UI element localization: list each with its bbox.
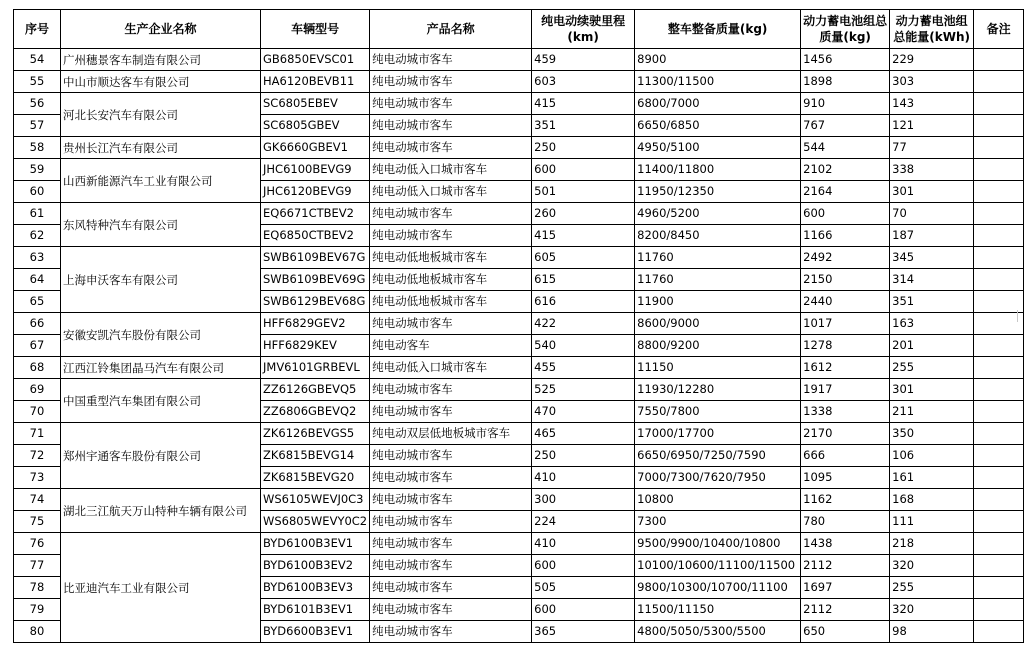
cell-range[interactable]: 470 xyxy=(532,401,635,423)
header-mass[interactable]: 整车整备质量(kg) xyxy=(635,10,801,49)
cell-mass[interactable]: 11300/11500 xyxy=(635,71,801,93)
cell-note[interactable] xyxy=(974,225,1024,247)
cell-product[interactable]: 纯电动低地板城市客车 xyxy=(370,269,532,291)
cell-seq[interactable]: 75 xyxy=(14,511,61,533)
cell-battery-energy[interactable]: 121 xyxy=(890,115,974,137)
cell-mass[interactable]: 7300 xyxy=(635,511,801,533)
cell-note[interactable] xyxy=(974,93,1024,115)
cell-product[interactable]: 纯电动城市客车 xyxy=(370,115,532,137)
cell-battery-mass[interactable]: 767 xyxy=(801,115,890,137)
cell-battery-energy[interactable]: 303 xyxy=(890,71,974,93)
cell-range[interactable]: 415 xyxy=(532,225,635,247)
cell-battery-mass[interactable]: 2164 xyxy=(801,181,890,203)
cell-battery-mass[interactable]: 1438 xyxy=(801,533,890,555)
cell-product[interactable]: 纯电动城市客车 xyxy=(370,379,532,401)
cell-battery-mass[interactable]: 2150 xyxy=(801,269,890,291)
header-range[interactable]: 纯电动续驶里程(km) xyxy=(532,10,635,49)
cell-range[interactable]: 616 xyxy=(532,291,635,313)
cell-battery-energy[interactable]: 143 xyxy=(890,93,974,115)
cell-note[interactable] xyxy=(974,181,1024,203)
cell-seq[interactable]: 56 xyxy=(14,93,61,115)
cell-model[interactable]: EQ6671CTBEV2 xyxy=(261,203,370,225)
cell-seq[interactable]: 63 xyxy=(14,247,61,269)
cell-model[interactable]: ZK6815BEVG14 xyxy=(261,445,370,467)
cell-battery-mass[interactable]: 1162 xyxy=(801,489,890,511)
cell-note[interactable] xyxy=(974,203,1024,225)
cell-company[interactable]: 湖北三江航天万山特种车辆有限公司 xyxy=(61,489,261,533)
cell-product[interactable]: 纯电动城市客车 xyxy=(370,511,532,533)
cell-battery-mass[interactable]: 600 xyxy=(801,203,890,225)
cell-seq[interactable]: 64 xyxy=(14,269,61,291)
cell-seq[interactable]: 58 xyxy=(14,137,61,159)
cell-product[interactable]: 纯电动城市客车 xyxy=(370,93,532,115)
cell-model[interactable]: SC6805EBEV xyxy=(261,93,370,115)
cell-battery-energy[interactable]: 255 xyxy=(890,577,974,599)
cell-note[interactable] xyxy=(974,247,1024,269)
cell-model[interactable]: SWB6129BEV68G xyxy=(261,291,370,313)
cell-battery-energy[interactable]: 350 xyxy=(890,423,974,445)
cell-company[interactable]: 江西江铃集团晶马汽车有限公司 xyxy=(61,357,261,379)
cell-product[interactable]: 纯电动城市客车 xyxy=(370,313,532,335)
cell-product[interactable]: 纯电动城市客车 xyxy=(370,467,532,489)
cell-note[interactable] xyxy=(974,335,1024,357)
table-row xyxy=(14,93,1024,115)
cell-mass[interactable]: 6650/6950/7250/7590 xyxy=(635,445,801,467)
table-row xyxy=(14,203,1024,225)
cell-note[interactable] xyxy=(974,401,1024,423)
cell-battery-energy[interactable]: 320 xyxy=(890,599,974,621)
cell-battery-energy[interactable]: 351 xyxy=(890,291,974,313)
cell-seq[interactable]: 66 xyxy=(14,313,61,335)
cell-mass[interactable]: 11900 xyxy=(635,291,801,313)
cell-note[interactable] xyxy=(974,71,1024,93)
cell-range[interactable]: 422 xyxy=(532,313,635,335)
cell-note[interactable] xyxy=(974,379,1024,401)
cell-model[interactable]: BYD6100B3EV1 xyxy=(261,533,370,555)
cell-model[interactable]: BYD6100B3EV2 xyxy=(261,555,370,577)
cell-company[interactable]: 贵州长江汽车有限公司 xyxy=(61,137,261,159)
cell-company[interactable]: 中山市顺达客车有限公司 xyxy=(61,71,261,93)
cell-note[interactable] xyxy=(974,115,1024,137)
cell-battery-energy[interactable]: 229 xyxy=(890,49,974,71)
cell-battery-mass[interactable]: 544 xyxy=(801,137,890,159)
cell-range[interactable]: 224 xyxy=(532,511,635,533)
cell-company[interactable]: 东风特种汽车有限公司 xyxy=(61,203,261,247)
cell-battery-energy[interactable]: 301 xyxy=(890,181,974,203)
cell-model[interactable]: SWB6109BEV69G xyxy=(261,269,370,291)
cell-seq[interactable]: 67 xyxy=(14,335,61,357)
header-note[interactable]: 备注 xyxy=(974,10,1024,49)
cell-model[interactable]: EQ6850CTBEV2 xyxy=(261,225,370,247)
cell-mass[interactable]: 9800/10300/10700/11100 xyxy=(635,577,801,599)
table-row xyxy=(14,379,1024,401)
cell-model[interactable]: SC6805GBEV xyxy=(261,115,370,137)
cell-range[interactable]: 410 xyxy=(532,467,635,489)
cell-model[interactable]: HFF6829GEV2 xyxy=(261,313,370,335)
cell-range[interactable]: 351 xyxy=(532,115,635,137)
cell-range[interactable]: 600 xyxy=(532,159,635,181)
scroll-edge-marker xyxy=(1017,310,1025,322)
cell-company[interactable]: 上海申沃客车有限公司 xyxy=(61,247,261,313)
cell-note[interactable] xyxy=(974,599,1024,621)
cell-note[interactable] xyxy=(974,357,1024,379)
cell-range[interactable]: 505 xyxy=(532,577,635,599)
cell-product[interactable]: 纯电动城市客车 xyxy=(370,599,532,621)
cell-seq[interactable]: 73 xyxy=(14,467,61,489)
cell-range[interactable]: 605 xyxy=(532,247,635,269)
cell-battery-mass[interactable]: 650 xyxy=(801,621,890,643)
cell-battery-mass[interactable]: 910 xyxy=(801,93,890,115)
cell-range[interactable]: 415 xyxy=(532,93,635,115)
cell-product[interactable]: 纯电动城市客车 xyxy=(370,49,532,71)
cell-range[interactable]: 525 xyxy=(532,379,635,401)
cell-seq[interactable]: 60 xyxy=(14,181,61,203)
cell-model[interactable]: JHC6120BEVG9 xyxy=(261,181,370,203)
cell-mass[interactable]: 8200/8450 xyxy=(635,225,801,247)
cell-battery-mass[interactable]: 1917 xyxy=(801,379,890,401)
table-row xyxy=(14,137,1024,159)
cell-mass[interactable]: 11930/12280 xyxy=(635,379,801,401)
cell-range[interactable]: 365 xyxy=(532,621,635,643)
header-seq[interactable]: 序号 xyxy=(14,10,61,49)
header-battery-mass[interactable]: 动力蓄电池组总质量(kg) xyxy=(801,10,890,49)
cell-battery-energy[interactable]: 168 xyxy=(890,489,974,511)
cell-model[interactable]: ZZ6806GBEVQ2 xyxy=(261,401,370,423)
cell-battery-mass[interactable]: 1166 xyxy=(801,225,890,247)
cell-seq[interactable]: 77 xyxy=(14,555,61,577)
cell-range[interactable]: 300 xyxy=(532,489,635,511)
cell-mass[interactable]: 4800/5050/5300/5500 xyxy=(635,621,801,643)
cell-product[interactable]: 纯电动城市客车 xyxy=(370,621,532,643)
cell-product[interactable]: 纯电动城市客车 xyxy=(370,203,532,225)
cell-model[interactable]: SWB6109BEV67G xyxy=(261,247,370,269)
cell-note[interactable] xyxy=(974,577,1024,599)
cell-model[interactable]: WS6805WEVY0C2 xyxy=(261,511,370,533)
cell-model[interactable]: WS6105WEVJ0C3 xyxy=(261,489,370,511)
cell-mass[interactable]: 6650/6850 xyxy=(635,115,801,137)
cell-battery-energy[interactable]: 163 xyxy=(890,313,974,335)
cell-mass[interactable]: 11950/12350 xyxy=(635,181,801,203)
cell-note[interactable] xyxy=(974,489,1024,511)
cell-battery-energy[interactable]: 77 xyxy=(890,137,974,159)
cell-battery-energy[interactable]: 301 xyxy=(890,379,974,401)
cell-product[interactable]: 纯电动城市客车 xyxy=(370,225,532,247)
cell-mass[interactable]: 10100/10600/11100/11500 xyxy=(635,555,801,577)
table-row xyxy=(14,313,1024,335)
cell-product[interactable]: 纯电动城市客车 xyxy=(370,533,532,555)
cell-note[interactable] xyxy=(974,269,1024,291)
cell-battery-energy[interactable]: 314 xyxy=(890,269,974,291)
cell-seq[interactable]: 69 xyxy=(14,379,61,401)
cell-model[interactable]: ZK6126BEVGS5 xyxy=(261,423,370,445)
cell-battery-energy[interactable]: 345 xyxy=(890,247,974,269)
cell-seq[interactable]: 71 xyxy=(14,423,61,445)
cell-seq[interactable]: 76 xyxy=(14,533,61,555)
cell-product[interactable]: 纯电动城市客车 xyxy=(370,489,532,511)
cell-company[interactable]: 郑州宇通客车股份有限公司 xyxy=(61,423,261,489)
cell-company[interactable]: 比亚迪汽车工业有限公司 xyxy=(61,533,261,643)
cell-range[interactable]: 250 xyxy=(532,137,635,159)
cell-mass[interactable]: 4960/5200 xyxy=(635,203,801,225)
cell-seq[interactable]: 72 xyxy=(14,445,61,467)
cell-product[interactable]: 纯电动城市客车 xyxy=(370,445,532,467)
cell-mass[interactable]: 8800/9200 xyxy=(635,335,801,357)
cell-battery-energy[interactable]: 201 xyxy=(890,335,974,357)
cell-battery-mass[interactable]: 1456 xyxy=(801,49,890,71)
cell-mass[interactable]: 11760 xyxy=(635,247,801,269)
cell-product[interactable]: 纯电动城市客车 xyxy=(370,137,532,159)
cell-note[interactable] xyxy=(974,511,1024,533)
cell-seq[interactable]: 78 xyxy=(14,577,61,599)
cell-company[interactable]: 中国重型汽车集团有限公司 xyxy=(61,379,261,423)
table-row xyxy=(14,357,1024,379)
cell-battery-mass[interactable]: 780 xyxy=(801,511,890,533)
cell-range[interactable]: 410 xyxy=(532,533,635,555)
cell-mass[interactable]: 17000/17700 xyxy=(635,423,801,445)
cell-note[interactable] xyxy=(974,423,1024,445)
cell-seq[interactable]: 61 xyxy=(14,203,61,225)
cell-range[interactable]: 600 xyxy=(532,599,635,621)
cell-mass[interactable]: 9500/9900/10400/10800 xyxy=(635,533,801,555)
cell-company[interactable]: 山西新能源汽车工业有限公司 xyxy=(61,159,261,203)
cell-note[interactable] xyxy=(974,555,1024,577)
cell-model[interactable]: HA6120BEVB11 xyxy=(261,71,370,93)
cell-company[interactable]: 安徽安凯汽车股份有限公司 xyxy=(61,313,261,357)
cell-battery-energy[interactable]: 255 xyxy=(890,357,974,379)
cell-note[interactable] xyxy=(974,159,1024,181)
cell-note[interactable] xyxy=(974,621,1024,643)
cell-mass[interactable]: 7000/7300/7620/7950 xyxy=(635,467,801,489)
cell-battery-mass[interactable]: 2112 xyxy=(801,599,890,621)
cell-battery-mass[interactable]: 1338 xyxy=(801,401,890,423)
cell-product[interactable]: 纯电动城市客车 xyxy=(370,555,532,577)
cell-range[interactable]: 501 xyxy=(532,181,635,203)
cell-battery-mass[interactable]: 1612 xyxy=(801,357,890,379)
cell-range[interactable]: 465 xyxy=(532,423,635,445)
cell-mass[interactable]: 4950/5100 xyxy=(635,137,801,159)
cell-product[interactable]: 纯电动低入口城市客车 xyxy=(370,181,532,203)
cell-note[interactable] xyxy=(974,49,1024,71)
cell-battery-energy[interactable]: 70 xyxy=(890,203,974,225)
table-row xyxy=(14,423,1024,445)
cell-battery-energy[interactable]: 338 xyxy=(890,159,974,181)
cell-product[interactable]: 纯电动城市客车 xyxy=(370,401,532,423)
cell-note[interactable] xyxy=(974,467,1024,489)
cell-battery-mass[interactable]: 1697 xyxy=(801,577,890,599)
cell-seq[interactable]: 59 xyxy=(14,159,61,181)
cell-range[interactable]: 455 xyxy=(532,357,635,379)
cell-model[interactable]: JHC6100BEVG9 xyxy=(261,159,370,181)
cell-battery-energy[interactable]: 218 xyxy=(890,533,974,555)
header-row xyxy=(14,10,1024,49)
table-row xyxy=(14,247,1024,269)
cell-product[interactable]: 纯电动低入口城市客车 xyxy=(370,159,532,181)
cell-mass[interactable]: 8600/9000 xyxy=(635,313,801,335)
cell-product[interactable]: 纯电动城市客车 xyxy=(370,71,532,93)
cell-seq[interactable]: 62 xyxy=(14,225,61,247)
cell-battery-mass[interactable]: 2112 xyxy=(801,555,890,577)
cell-battery-mass[interactable]: 1278 xyxy=(801,335,890,357)
cell-battery-mass[interactable]: 1898 xyxy=(801,71,890,93)
table-row xyxy=(14,49,1024,71)
cell-range[interactable]: 250 xyxy=(532,445,635,467)
cell-battery-energy[interactable]: 98 xyxy=(890,621,974,643)
cell-mass[interactable]: 11760 xyxy=(635,269,801,291)
cell-battery-energy[interactable]: 111 xyxy=(890,511,974,533)
cell-model[interactable]: BYD6101B3EV1 xyxy=(261,599,370,621)
cell-battery-mass[interactable]: 1017 xyxy=(801,313,890,335)
cell-company[interactable]: 广州穗景客车制造有限公司 xyxy=(61,49,261,71)
cell-product[interactable]: 纯电动低地板城市客车 xyxy=(370,291,532,313)
cell-seq[interactable]: 68 xyxy=(14,357,61,379)
header-battery-energy[interactable]: 动力蓄电池组总能量(kWh) xyxy=(890,10,974,49)
cell-mass[interactable]: 6800/7000 xyxy=(635,93,801,115)
cell-product[interactable]: 纯电动低地板城市客车 xyxy=(370,247,532,269)
cell-range[interactable]: 600 xyxy=(532,555,635,577)
cell-model[interactable]: BYD6600B3EV1 xyxy=(261,621,370,643)
cell-battery-mass[interactable]: 2492 xyxy=(801,247,890,269)
cell-seq[interactable]: 70 xyxy=(14,401,61,423)
table-row xyxy=(14,489,1024,511)
cell-model[interactable]: GK6660GBEV1 xyxy=(261,137,370,159)
cell-note[interactable] xyxy=(974,137,1024,159)
cell-note[interactable] xyxy=(974,533,1024,555)
cell-mass[interactable]: 11400/11800 xyxy=(635,159,801,181)
header-model[interactable]: 车辆型号 xyxy=(261,10,370,49)
cell-seq[interactable]: 65 xyxy=(14,291,61,313)
cell-seq[interactable]: 80 xyxy=(14,621,61,643)
cell-product[interactable]: 纯电动城市客车 xyxy=(370,577,532,599)
cell-product[interactable]: 纯电动低入口城市客车 xyxy=(370,357,532,379)
cell-battery-energy[interactable]: 320 xyxy=(890,555,974,577)
cell-product[interactable]: 纯电动双层低地板城市客车 xyxy=(370,423,532,445)
cell-battery-mass[interactable]: 2102 xyxy=(801,159,890,181)
cell-battery-energy[interactable]: 187 xyxy=(890,225,974,247)
cell-seq[interactable]: 54 xyxy=(14,49,61,71)
table-row xyxy=(14,71,1024,93)
cell-battery-mass[interactable]: 1095 xyxy=(801,467,890,489)
cell-range[interactable]: 603 xyxy=(532,71,635,93)
cell-product[interactable]: 纯电动客车 xyxy=(370,335,532,357)
cell-company[interactable]: 河北长安汽车有限公司 xyxy=(61,93,261,137)
cell-mass[interactable]: 10800 xyxy=(635,489,801,511)
cell-model[interactable]: HFF6829KEV xyxy=(261,335,370,357)
cell-battery-mass[interactable]: 2170 xyxy=(801,423,890,445)
cell-battery-energy[interactable]: 211 xyxy=(890,401,974,423)
header-company[interactable]: 生产企业名称 xyxy=(61,10,261,49)
table-row xyxy=(14,159,1024,181)
cell-seq[interactable]: 74 xyxy=(14,489,61,511)
cell-battery-energy[interactable]: 161 xyxy=(890,467,974,489)
cell-seq[interactable]: 79 xyxy=(14,599,61,621)
cell-model[interactable]: JMV6101GRBEVL xyxy=(261,357,370,379)
cell-battery-mass[interactable]: 2440 xyxy=(801,291,890,313)
cell-mass[interactable]: 11500/11150 xyxy=(635,599,801,621)
cell-mass[interactable]: 7550/7800 xyxy=(635,401,801,423)
cell-model[interactable]: ZZ6126GBEVQ5 xyxy=(261,379,370,401)
cell-seq[interactable]: 55 xyxy=(14,71,61,93)
vehicle-catalog-table xyxy=(13,9,1024,643)
cell-model[interactable]: BYD6100B3EV3 xyxy=(261,577,370,599)
cell-model[interactable]: ZK6815BEVG20 xyxy=(261,467,370,489)
cell-battery-mass[interactable]: 666 xyxy=(801,445,890,467)
cell-mass[interactable]: 11150 xyxy=(635,357,801,379)
cell-range[interactable]: 260 xyxy=(532,203,635,225)
cell-mass[interactable]: 8900 xyxy=(635,49,801,71)
cell-seq[interactable]: 57 xyxy=(14,115,61,137)
cell-battery-energy[interactable]: 106 xyxy=(890,445,974,467)
cell-range[interactable]: 459 xyxy=(532,49,635,71)
cell-range[interactable]: 615 xyxy=(532,269,635,291)
cell-range[interactable]: 540 xyxy=(532,335,635,357)
cell-note[interactable] xyxy=(974,445,1024,467)
cell-model[interactable]: GB6850EVSC01 xyxy=(261,49,370,71)
table-row xyxy=(14,533,1024,555)
table-body xyxy=(14,49,1024,643)
header-product[interactable]: 产品名称 xyxy=(370,10,532,49)
